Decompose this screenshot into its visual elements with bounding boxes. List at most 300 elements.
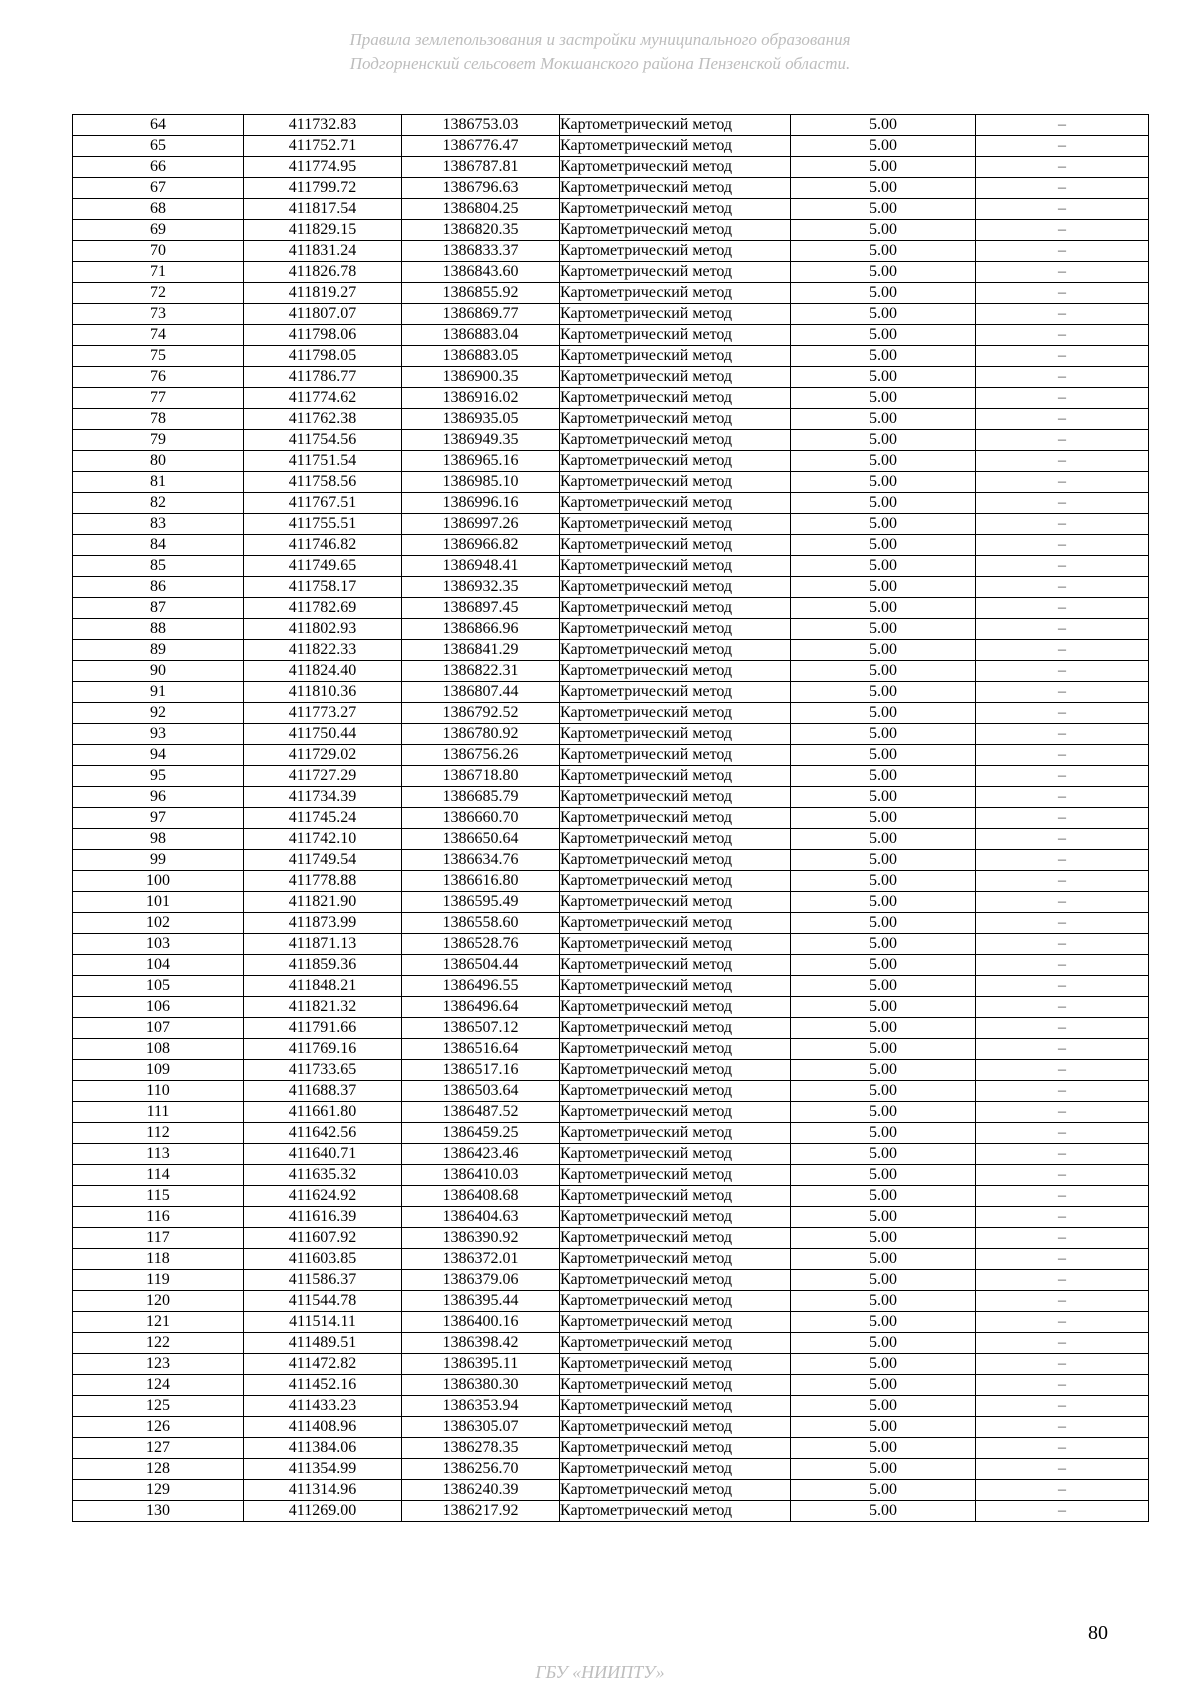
- method-cell: Картометрический метод: [560, 367, 791, 388]
- x-coordinate-cell: 411749.54: [244, 850, 402, 871]
- method-cell: Картометрический метод: [560, 661, 791, 682]
- table-row: [73, 136, 1149, 157]
- x-coordinate-cell: 411798.05: [244, 346, 402, 367]
- method-cell: Картометрический метод: [560, 556, 791, 577]
- document-header: [0, 28, 1200, 76]
- note-cell: –: [976, 598, 1149, 619]
- point-number-cell: 80: [73, 451, 244, 472]
- table-row: [73, 199, 1149, 220]
- point-number-cell: 71: [73, 262, 244, 283]
- x-coordinate-cell: 411544.78: [244, 1291, 402, 1312]
- y-coordinate-cell: 1386997.26: [402, 514, 560, 535]
- y-coordinate-cell: 1386966.82: [402, 535, 560, 556]
- accuracy-cell: 5.00: [791, 619, 976, 640]
- note-cell: –: [976, 1123, 1149, 1144]
- table-row: [73, 892, 1149, 913]
- accuracy-cell: 5.00: [791, 934, 976, 955]
- y-coordinate-cell: 1386948.41: [402, 556, 560, 577]
- method-cell: Картометрический метод: [560, 934, 791, 955]
- y-coordinate-cell: 1386504.44: [402, 955, 560, 976]
- y-coordinate-cell: 1386685.79: [402, 787, 560, 808]
- x-coordinate-cell: 411489.51: [244, 1333, 402, 1354]
- note-cell: –: [976, 1417, 1149, 1438]
- accuracy-cell: 5.00: [791, 1165, 976, 1186]
- method-cell: Картометрический метод: [560, 787, 791, 808]
- accuracy-cell: 5.00: [791, 955, 976, 976]
- table-row: [73, 682, 1149, 703]
- point-number-cell: 68: [73, 199, 244, 220]
- table-row: [73, 1144, 1149, 1165]
- y-coordinate-cell: 1386517.16: [402, 1060, 560, 1081]
- y-coordinate-cell: 1386897.45: [402, 598, 560, 619]
- accuracy-cell: 5.00: [791, 136, 976, 157]
- table-row: [73, 787, 1149, 808]
- table-row: [73, 514, 1149, 535]
- note-cell: –: [976, 1438, 1149, 1459]
- point-number-cell: 107: [73, 1018, 244, 1039]
- note-cell: –: [976, 619, 1149, 640]
- table-row: [73, 619, 1149, 640]
- y-coordinate-cell: 1386516.64: [402, 1039, 560, 1060]
- x-coordinate-cell: 411642.56: [244, 1123, 402, 1144]
- y-coordinate-cell: 1386379.06: [402, 1270, 560, 1291]
- method-cell: Картометрический метод: [560, 1333, 791, 1354]
- table-row: [73, 535, 1149, 556]
- table-row: [73, 1438, 1149, 1459]
- point-number-cell: 101: [73, 892, 244, 913]
- note-cell: –: [976, 388, 1149, 409]
- method-cell: Картометрический метод: [560, 1312, 791, 1333]
- point-number-cell: 128: [73, 1459, 244, 1480]
- accuracy-cell: 5.00: [791, 199, 976, 220]
- x-coordinate-cell: 411514.11: [244, 1312, 402, 1333]
- point-number-cell: 81: [73, 472, 244, 493]
- point-number-cell: 106: [73, 997, 244, 1018]
- method-cell: Картометрический метод: [560, 997, 791, 1018]
- accuracy-cell: 5.00: [791, 808, 976, 829]
- point-number-cell: 124: [73, 1375, 244, 1396]
- point-number-cell: 100: [73, 871, 244, 892]
- point-number-cell: 93: [73, 724, 244, 745]
- x-coordinate-cell: 411746.82: [244, 535, 402, 556]
- x-coordinate-cell: 411767.51: [244, 493, 402, 514]
- x-coordinate-cell: 411786.77: [244, 367, 402, 388]
- method-cell: Картометрический метод: [560, 325, 791, 346]
- y-coordinate-cell: 1386395.44: [402, 1291, 560, 1312]
- x-coordinate-cell: 411732.83: [244, 115, 402, 136]
- accuracy-cell: 5.00: [791, 262, 976, 283]
- note-cell: –: [976, 850, 1149, 871]
- method-cell: Картометрический метод: [560, 115, 791, 136]
- table-row: [73, 493, 1149, 514]
- table-row: [73, 1291, 1149, 1312]
- method-cell: Картометрический метод: [560, 220, 791, 241]
- table-row: [73, 1018, 1149, 1039]
- note-cell: –: [976, 1501, 1149, 1522]
- header-line-2: Подгорненский сельсовет Мокшанского района Пензенской области.: [349, 54, 851, 73]
- note-cell: –: [976, 997, 1149, 1018]
- point-number-cell: 90: [73, 661, 244, 682]
- accuracy-cell: 5.00: [791, 1417, 976, 1438]
- method-cell: Картометрический метод: [560, 1207, 791, 1228]
- page-number: 80: [1088, 1622, 1108, 1644]
- point-number-cell: 74: [73, 325, 244, 346]
- table-row: [73, 1039, 1149, 1060]
- accuracy-cell: 5.00: [791, 1018, 976, 1039]
- table-row: [73, 745, 1149, 766]
- accuracy-cell: 5.00: [791, 1228, 976, 1249]
- point-number-cell: 85: [73, 556, 244, 577]
- accuracy-cell: 5.00: [791, 115, 976, 136]
- accuracy-cell: 5.00: [791, 1144, 976, 1165]
- note-cell: –: [976, 346, 1149, 367]
- accuracy-cell: 5.00: [791, 346, 976, 367]
- accuracy-cell: 5.00: [791, 766, 976, 787]
- y-coordinate-cell: 1386792.52: [402, 703, 560, 724]
- method-cell: Картометрический метод: [560, 1417, 791, 1438]
- accuracy-cell: 5.00: [791, 787, 976, 808]
- x-coordinate-cell: 411778.88: [244, 871, 402, 892]
- method-cell: Картометрический метод: [560, 535, 791, 556]
- note-cell: –: [976, 1396, 1149, 1417]
- x-coordinate-cell: 411408.96: [244, 1417, 402, 1438]
- y-coordinate-cell: 1386496.55: [402, 976, 560, 997]
- method-cell: Картометрический метод: [560, 157, 791, 178]
- point-number-cell: 92: [73, 703, 244, 724]
- accuracy-cell: 5.00: [791, 1102, 976, 1123]
- accuracy-cell: 5.00: [791, 850, 976, 871]
- note-cell: –: [976, 1186, 1149, 1207]
- method-cell: Картометрический метод: [560, 703, 791, 724]
- method-cell: Картометрический метод: [560, 1270, 791, 1291]
- accuracy-cell: 5.00: [791, 451, 976, 472]
- point-number-cell: 127: [73, 1438, 244, 1459]
- method-cell: Картометрический метод: [560, 640, 791, 661]
- table-row: [73, 976, 1149, 997]
- accuracy-cell: 5.00: [791, 1354, 976, 1375]
- method-cell: Картометрический метод: [560, 241, 791, 262]
- method-cell: Картометрический метод: [560, 871, 791, 892]
- x-coordinate-cell: 411758.56: [244, 472, 402, 493]
- y-coordinate-cell: 1386883.05: [402, 346, 560, 367]
- accuracy-cell: 5.00: [791, 1291, 976, 1312]
- accuracy-cell: 5.00: [791, 157, 976, 178]
- method-cell: Картометрический метод: [560, 829, 791, 850]
- y-coordinate-cell: 1386528.76: [402, 934, 560, 955]
- note-cell: –: [976, 955, 1149, 976]
- method-cell: Картометрический метод: [560, 577, 791, 598]
- y-coordinate-cell: 1386398.42: [402, 1333, 560, 1354]
- table-row: [73, 1375, 1149, 1396]
- x-coordinate-cell: 411831.24: [244, 241, 402, 262]
- y-coordinate-cell: 1386753.03: [402, 115, 560, 136]
- point-number-cell: 99: [73, 850, 244, 871]
- accuracy-cell: 5.00: [791, 997, 976, 1018]
- note-cell: –: [976, 157, 1149, 178]
- point-number-cell: 67: [73, 178, 244, 199]
- note-cell: –: [976, 1354, 1149, 1375]
- accuracy-cell: 5.00: [791, 556, 976, 577]
- method-cell: Картометрический метод: [560, 1060, 791, 1081]
- x-coordinate-cell: 411616.39: [244, 1207, 402, 1228]
- point-number-cell: 70: [73, 241, 244, 262]
- method-cell: Картометрический метод: [560, 1459, 791, 1480]
- table-row: [73, 472, 1149, 493]
- x-coordinate-cell: 411826.78: [244, 262, 402, 283]
- x-coordinate-cell: 411269.00: [244, 1501, 402, 1522]
- accuracy-cell: 5.00: [791, 1207, 976, 1228]
- note-cell: –: [976, 451, 1149, 472]
- method-cell: Картометрический метод: [560, 178, 791, 199]
- note-cell: –: [976, 682, 1149, 703]
- point-number-cell: 105: [73, 976, 244, 997]
- point-number-cell: 130: [73, 1501, 244, 1522]
- x-coordinate-cell: 411848.21: [244, 976, 402, 997]
- method-cell: Картометрический метод: [560, 1480, 791, 1501]
- accuracy-cell: 5.00: [791, 304, 976, 325]
- note-cell: –: [976, 1375, 1149, 1396]
- point-number-cell: 103: [73, 934, 244, 955]
- y-coordinate-cell: 1386634.76: [402, 850, 560, 871]
- point-number-cell: 89: [73, 640, 244, 661]
- x-coordinate-cell: 411762.38: [244, 409, 402, 430]
- point-number-cell: 73: [73, 304, 244, 325]
- y-coordinate-cell: 1386459.25: [402, 1123, 560, 1144]
- x-coordinate-cell: 411829.15: [244, 220, 402, 241]
- y-coordinate-cell: 1386807.44: [402, 682, 560, 703]
- method-cell: Картометрический метод: [560, 262, 791, 283]
- x-coordinate-cell: 411782.69: [244, 598, 402, 619]
- point-number-cell: 83: [73, 514, 244, 535]
- point-number-cell: 113: [73, 1144, 244, 1165]
- table-row: [73, 1459, 1149, 1480]
- note-cell: –: [976, 178, 1149, 199]
- point-number-cell: 91: [73, 682, 244, 703]
- x-coordinate-cell: 411354.99: [244, 1459, 402, 1480]
- table-row: [73, 367, 1149, 388]
- point-number-cell: 72: [73, 283, 244, 304]
- note-cell: –: [976, 1312, 1149, 1333]
- point-number-cell: 112: [73, 1123, 244, 1144]
- x-coordinate-cell: 411749.65: [244, 556, 402, 577]
- note-cell: –: [976, 1228, 1149, 1249]
- x-coordinate-cell: 411752.71: [244, 136, 402, 157]
- x-coordinate-cell: 411802.93: [244, 619, 402, 640]
- note-cell: –: [976, 220, 1149, 241]
- y-coordinate-cell: 1386796.63: [402, 178, 560, 199]
- table-row: [73, 1081, 1149, 1102]
- note-cell: –: [976, 1270, 1149, 1291]
- method-cell: Картометрический метод: [560, 136, 791, 157]
- table-row: [73, 871, 1149, 892]
- note-cell: –: [976, 976, 1149, 997]
- y-coordinate-cell: 1386965.16: [402, 451, 560, 472]
- x-coordinate-cell: 411859.36: [244, 955, 402, 976]
- method-cell: Картометрический метод: [560, 1354, 791, 1375]
- y-coordinate-cell: 1386217.92: [402, 1501, 560, 1522]
- point-number-cell: 76: [73, 367, 244, 388]
- accuracy-cell: 5.00: [791, 1186, 976, 1207]
- x-coordinate-cell: 411873.99: [244, 913, 402, 934]
- point-number-cell: 120: [73, 1291, 244, 1312]
- method-cell: Картометрический метод: [560, 745, 791, 766]
- point-number-cell: 125: [73, 1396, 244, 1417]
- accuracy-cell: 5.00: [791, 1270, 976, 1291]
- table-row: [73, 766, 1149, 787]
- accuracy-cell: 5.00: [791, 388, 976, 409]
- y-coordinate-cell: 1386820.35: [402, 220, 560, 241]
- accuracy-cell: 5.00: [791, 367, 976, 388]
- accuracy-cell: 5.00: [791, 325, 976, 346]
- point-number-cell: 78: [73, 409, 244, 430]
- point-number-cell: 109: [73, 1060, 244, 1081]
- method-cell: Картометрический метод: [560, 430, 791, 451]
- method-cell: Картометрический метод: [560, 1249, 791, 1270]
- method-cell: Картометрический метод: [560, 1123, 791, 1144]
- table-row: [73, 283, 1149, 304]
- table-row: [73, 955, 1149, 976]
- table-row: [73, 1396, 1149, 1417]
- y-coordinate-cell: 1386900.35: [402, 367, 560, 388]
- point-number-cell: 104: [73, 955, 244, 976]
- x-coordinate-cell: 411745.24: [244, 808, 402, 829]
- note-cell: –: [976, 766, 1149, 787]
- accuracy-cell: 5.00: [791, 1375, 976, 1396]
- x-coordinate-cell: 411871.13: [244, 934, 402, 955]
- table-row: [73, 409, 1149, 430]
- y-coordinate-cell: 1386256.70: [402, 1459, 560, 1480]
- table-row: [73, 997, 1149, 1018]
- y-coordinate-cell: 1386869.77: [402, 304, 560, 325]
- table-row: [73, 577, 1149, 598]
- method-cell: Картометрический метод: [560, 892, 791, 913]
- note-cell: –: [976, 1060, 1149, 1081]
- note-cell: –: [976, 934, 1149, 955]
- note-cell: –: [976, 199, 1149, 220]
- method-cell: Картометрический метод: [560, 1375, 791, 1396]
- point-number-cell: 115: [73, 1186, 244, 1207]
- y-coordinate-cell: 1386400.16: [402, 1312, 560, 1333]
- table-row: [73, 1060, 1149, 1081]
- point-number-cell: 77: [73, 388, 244, 409]
- accuracy-cell: 5.00: [791, 1438, 976, 1459]
- method-cell: Картометрический метод: [560, 1165, 791, 1186]
- method-cell: Картометрический метод: [560, 1438, 791, 1459]
- table-row: [73, 703, 1149, 724]
- x-coordinate-cell: 411774.95: [244, 157, 402, 178]
- x-coordinate-cell: 411433.23: [244, 1396, 402, 1417]
- note-cell: –: [976, 892, 1149, 913]
- x-coordinate-cell: 411742.10: [244, 829, 402, 850]
- note-cell: –: [976, 136, 1149, 157]
- x-coordinate-cell: 411750.44: [244, 724, 402, 745]
- method-cell: Картометрический метод: [560, 283, 791, 304]
- method-cell: Картометрический метод: [560, 808, 791, 829]
- x-coordinate-cell: 411727.29: [244, 766, 402, 787]
- point-number-cell: 98: [73, 829, 244, 850]
- point-number-cell: 87: [73, 598, 244, 619]
- point-number-cell: 129: [73, 1480, 244, 1501]
- x-coordinate-cell: 411734.39: [244, 787, 402, 808]
- y-coordinate-cell: 1386496.64: [402, 997, 560, 1018]
- table-row: [73, 829, 1149, 850]
- table-row: [73, 934, 1149, 955]
- table-row: [73, 1249, 1149, 1270]
- accuracy-cell: 5.00: [791, 892, 976, 913]
- table-row: [73, 241, 1149, 262]
- table-row: [73, 1270, 1149, 1291]
- accuracy-cell: 5.00: [791, 577, 976, 598]
- y-coordinate-cell: 1386935.05: [402, 409, 560, 430]
- y-coordinate-cell: 1386240.39: [402, 1480, 560, 1501]
- x-coordinate-cell: 411754.56: [244, 430, 402, 451]
- accuracy-cell: 5.00: [791, 598, 976, 619]
- accuracy-cell: 5.00: [791, 661, 976, 682]
- y-coordinate-cell: 1386372.01: [402, 1249, 560, 1270]
- note-cell: –: [976, 283, 1149, 304]
- table-row: [73, 1207, 1149, 1228]
- note-cell: –: [976, 808, 1149, 829]
- x-coordinate-cell: 411384.06: [244, 1438, 402, 1459]
- accuracy-cell: 5.00: [791, 1249, 976, 1270]
- point-number-cell: 75: [73, 346, 244, 367]
- y-coordinate-cell: 1386660.70: [402, 808, 560, 829]
- method-cell: Картометрический метод: [560, 1018, 791, 1039]
- note-cell: –: [976, 1165, 1149, 1186]
- accuracy-cell: 5.00: [791, 829, 976, 850]
- accuracy-cell: 5.00: [791, 1396, 976, 1417]
- accuracy-cell: 5.00: [791, 1459, 976, 1480]
- y-coordinate-cell: 1386949.35: [402, 430, 560, 451]
- table-row: [73, 1186, 1149, 1207]
- x-coordinate-cell: 411688.37: [244, 1081, 402, 1102]
- x-coordinate-cell: 411758.17: [244, 577, 402, 598]
- table-row: [73, 850, 1149, 871]
- point-number-cell: 94: [73, 745, 244, 766]
- method-cell: Картометрический метод: [560, 1102, 791, 1123]
- x-coordinate-cell: 411824.40: [244, 661, 402, 682]
- method-cell: Картометрический метод: [560, 619, 791, 640]
- y-coordinate-cell: 1386353.94: [402, 1396, 560, 1417]
- method-cell: Картометрический метод: [560, 850, 791, 871]
- x-coordinate-cell: 411452.16: [244, 1375, 402, 1396]
- accuracy-cell: 5.00: [791, 724, 976, 745]
- accuracy-cell: 5.00: [791, 220, 976, 241]
- y-coordinate-cell: 1386985.10: [402, 472, 560, 493]
- point-number-cell: 119: [73, 1270, 244, 1291]
- note-cell: –: [976, 1291, 1149, 1312]
- table-row: [73, 430, 1149, 451]
- x-coordinate-cell: 411817.54: [244, 199, 402, 220]
- note-cell: –: [976, 577, 1149, 598]
- method-cell: Картометрический метод: [560, 1501, 791, 1522]
- table-row: [73, 1333, 1149, 1354]
- y-coordinate-cell: 1386932.35: [402, 577, 560, 598]
- point-number-cell: 96: [73, 787, 244, 808]
- point-number-cell: 121: [73, 1312, 244, 1333]
- table-row: [73, 724, 1149, 745]
- accuracy-cell: 5.00: [791, 682, 976, 703]
- x-coordinate-cell: 411773.27: [244, 703, 402, 724]
- table-row: [73, 556, 1149, 577]
- method-cell: Картометрический метод: [560, 976, 791, 997]
- y-coordinate-cell: 1386595.49: [402, 892, 560, 913]
- method-cell: Картометрический метод: [560, 1228, 791, 1249]
- x-coordinate-cell: 411819.27: [244, 283, 402, 304]
- point-number-cell: 114: [73, 1165, 244, 1186]
- y-coordinate-cell: 1386756.26: [402, 745, 560, 766]
- coordinates-table-body: [73, 115, 1149, 1522]
